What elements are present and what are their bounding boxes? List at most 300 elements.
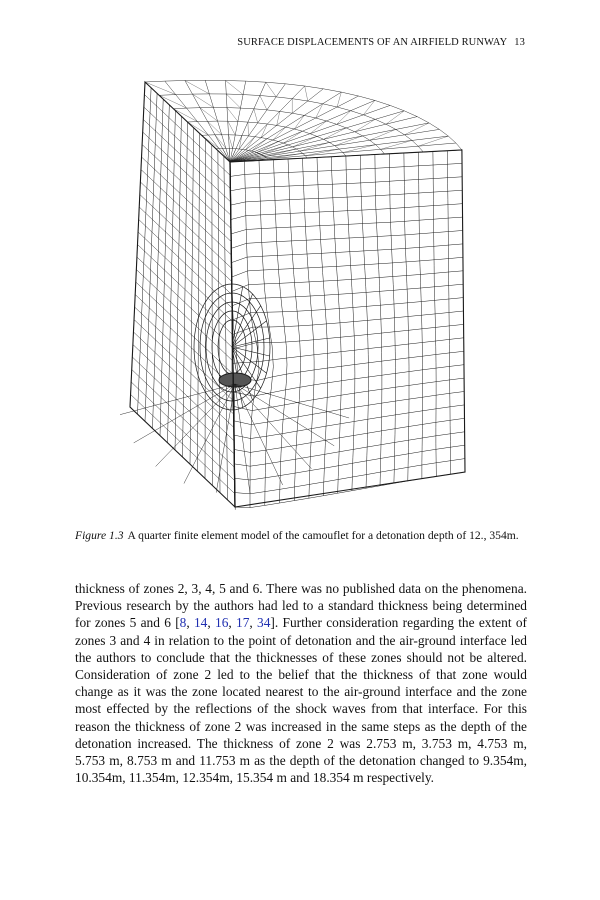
top-ring-line — [294, 129, 302, 131]
right-face-line — [436, 393, 450, 395]
right-face-line — [435, 313, 449, 314]
right-face-line — [375, 195, 390, 196]
right-face-line — [422, 449, 436, 451]
right-face-line — [250, 492, 265, 494]
top-ring-line — [386, 124, 396, 129]
right-face-line — [265, 297, 280, 298]
right-face-line — [340, 322, 354, 323]
right-face-line — [421, 287, 435, 288]
right-face-line — [293, 258, 294, 275]
right-face-line — [363, 223, 377, 224]
right-face-line — [317, 171, 331, 172]
right-face-line — [260, 200, 275, 201]
right-face-line — [325, 429, 326, 446]
right-face-line — [318, 184, 332, 185]
right-face-line — [309, 496, 324, 499]
right-face-line — [291, 226, 306, 227]
right-face-line — [350, 251, 364, 252]
right-face-line — [287, 356, 301, 358]
right-face-line — [419, 165, 434, 166]
right-face-line — [341, 365, 355, 367]
right-face-line — [266, 448, 281, 450]
right-face-line — [341, 392, 342, 409]
right-face-line — [309, 281, 323, 282]
right-face-line — [261, 214, 276, 215]
right-face-line — [377, 222, 391, 223]
right-face-line — [381, 456, 395, 458]
right-face-line — [408, 329, 422, 331]
right-face-line — [324, 466, 338, 469]
right-face-line — [434, 232, 449, 233]
right-face-line — [395, 454, 409, 456]
running-header-title: SURFACE DISPLACEMENTS OF AN AIRFIELD RUNWAY — [237, 37, 508, 48]
right-face-line — [450, 378, 464, 380]
right-face-line — [296, 457, 311, 460]
right-face-line — [339, 449, 353, 451]
right-face-line — [262, 255, 277, 256]
right-face-line — [420, 260, 434, 261]
citation-link[interactable]: 14 — [193, 615, 208, 631]
right-face-line — [354, 405, 368, 407]
right-face-line — [230, 174, 245, 176]
right-face-line — [265, 489, 280, 491]
right-face-line — [436, 420, 450, 422]
figure-caption-text: A quarter finite element model of the camouflet for a detonation depth of 12., 354m. — [127, 529, 519, 542]
right-face-line — [250, 505, 265, 507]
right-face-line — [382, 415, 396, 417]
right-face-line — [450, 405, 464, 407]
right-face-line — [332, 170, 346, 171]
right-face-line — [407, 284, 408, 300]
right-face-line — [319, 198, 333, 199]
top-diagonal-line — [355, 119, 375, 132]
right-face-line — [283, 402, 285, 420]
right-face-line — [361, 182, 376, 183]
right-face-line — [406, 251, 407, 267]
right-face-line — [450, 392, 464, 394]
top-diagonal-line — [228, 121, 235, 135]
left-face-horizontal — [144, 107, 231, 189]
right-face-line — [265, 292, 267, 309]
right-face-line — [409, 370, 423, 372]
top-ring-line — [266, 158, 267, 159]
right-face-line — [354, 419, 368, 421]
top-ring-line — [439, 129, 448, 136]
detonation-fan-line — [156, 384, 235, 467]
right-face-line — [292, 241, 293, 258]
right-face-line — [335, 238, 349, 239]
top-ring-line — [285, 84, 304, 86]
right-face-line — [283, 417, 298, 420]
right-face-line — [448, 244, 463, 245]
body-text-part-2: ]. Further consideration regarding the extent of zones 3 and 4 in relation to the point of detonation and the air-ground interface led the authors to conclude that the thicknesses of these zones should not be altered. Consideration of zone 2 led to the belief that the thickness of that zone would change as it was the zone located nearest to the air-ground interface and the zone most effected by the reflections of the shock waves from that interface. For this reason the thickness of zone 2 was increased in the same steps as the depth of the detonation increased. The thickness of zone 2 was 2.753 m, 3.753 m, 4.753 m, 5.753 m, 8.753 m and 11.753 m as the depth of the detonation changed to 9.354m, 10.354m, 11.354m, 12.354m, 15.354 m and 18.354 m respectively. — [75, 615, 527, 786]
top-ring-line — [351, 111, 364, 115]
right-face-line — [390, 167, 405, 168]
right-face-line — [275, 200, 290, 201]
right-face-line — [422, 463, 436, 465]
right-face-line — [235, 493, 250, 494]
right-face-line — [436, 434, 450, 436]
right-face-line — [349, 237, 363, 238]
right-face-line — [395, 358, 409, 360]
right-face-line — [380, 470, 394, 472]
top-ring-line — [145, 81, 165, 82]
right-face-line — [280, 470, 281, 487]
top-ring-line — [260, 96, 276, 97]
right-face-line — [409, 384, 423, 386]
right-face-line — [310, 290, 311, 307]
right-face-line — [325, 438, 339, 441]
top-ring-line — [327, 121, 337, 124]
right-face-line — [312, 426, 326, 429]
right-face-line — [263, 259, 264, 276]
citation-link[interactable]: 16 — [215, 615, 229, 631]
right-face-line — [394, 289, 408, 290]
right-face-line — [266, 422, 267, 439]
right-face-line — [449, 298, 463, 299]
top-ring-line — [316, 118, 327, 121]
right-face-line — [341, 407, 355, 409]
top-ring-line — [173, 108, 186, 109]
right-face-line — [422, 327, 436, 328]
right-face-line — [307, 253, 322, 254]
right-face-line — [435, 299, 449, 300]
top-ring-line — [165, 81, 185, 82]
right-face-line — [419, 206, 434, 207]
top-diagonal-line — [226, 94, 240, 108]
right-face-line — [286, 345, 287, 364]
right-face-line — [272, 346, 273, 367]
right-face-line — [333, 197, 347, 198]
right-face-line — [234, 450, 250, 453]
right-face-line — [434, 286, 448, 287]
citation-link[interactable]: 8 — [179, 615, 187, 631]
top-ring-line — [283, 143, 288, 145]
right-face-line — [300, 340, 314, 341]
right-face-line — [450, 365, 464, 367]
right-face-line — [292, 254, 307, 255]
top-ring-line — [324, 139, 330, 142]
right-face-line — [338, 293, 352, 294]
right-face-line — [338, 477, 339, 494]
right-face-line — [423, 368, 437, 370]
right-face-line — [420, 273, 434, 274]
right-face-line — [449, 257, 463, 258]
right-face-line — [404, 179, 419, 180]
right-face-line — [261, 209, 262, 226]
top-diagonal-line — [192, 94, 213, 107]
right-face-line — [314, 353, 328, 355]
right-face-line — [247, 242, 262, 243]
right-face-line — [276, 227, 291, 228]
right-face-line — [313, 379, 314, 397]
right-face-line — [332, 184, 346, 185]
right-face-line — [341, 393, 355, 395]
right-face-line — [363, 237, 377, 238]
right-face-line — [368, 361, 382, 363]
left-face-horizontal — [143, 132, 231, 215]
top-ring-line — [355, 132, 363, 136]
right-face-line — [296, 443, 311, 446]
right-face-line — [366, 287, 367, 304]
right-face-line — [449, 284, 464, 285]
top-ring-line — [265, 157, 267, 158]
citation-link[interactable]: 17 — [236, 615, 250, 631]
right-face-line — [353, 305, 354, 322]
right-face-line — [245, 187, 260, 188]
right-face-line — [282, 431, 297, 434]
right-face-line — [251, 425, 252, 442]
right-face-line — [299, 400, 313, 403]
right-face-line — [365, 278, 379, 279]
right-face-line — [297, 310, 311, 311]
top-ring-line — [339, 149, 343, 152]
top-ring-line — [254, 152, 257, 153]
top-ring-line — [286, 127, 295, 129]
top-diagonal-line — [226, 81, 244, 95]
right-face-line — [298, 399, 299, 417]
top-diagonal-line — [310, 121, 327, 134]
body-paragraph: thickness of zones 2, 3, 4, 5 and 6. There was no published data on the phenomena. Previous research by the authors had led to a standard thickness being determined for zones 5 and 6 [8, 14, 16, 17, 34]. Further consideration regarding the extent of zones 3 and 4 in relation to the point of detonation and the air-ground interface led the authors to conclude that the thicknesses of these zones should not be altered. Consideration of zone 2 led to the belief that the thickness of that zone would change as it was the zone located nearest to the air-ground interface and the zone most effected by the reflections of the shock waves from that interface. For this reason the thickness of zone 2 was increased in the same steps as the depth of the detonation increased. The thickness of zone 2 was 2.753 m, 3.753 m, 4.753 m, 5.753 m, 8.753 m and 11.753 m as the depth of the detonation changed to 9.354m, 10.354m, 11.354m, 12.354m, 15.354 m and 18.354 m respectively. — [75, 581, 527, 786]
right-face-line — [407, 275, 421, 276]
right-face-line — [299, 325, 313, 326]
right-face-line — [304, 198, 318, 199]
right-face-line — [259, 161, 260, 177]
right-face-line — [341, 379, 355, 381]
right-face-line — [275, 186, 290, 187]
left-face-horizontal — [143, 120, 230, 202]
right-face-line — [409, 411, 423, 413]
top-diagonal-line — [254, 109, 258, 123]
top-ring-line — [246, 150, 249, 151]
right-face-line — [376, 204, 377, 220]
right-face-line — [326, 424, 340, 426]
right-face-line — [380, 290, 394, 291]
right-face-line — [305, 226, 320, 227]
top-ring-line — [376, 145, 381, 150]
top-ring-line — [341, 92, 358, 96]
right-face-line — [339, 308, 353, 309]
citation-link[interactable]: 34 — [257, 615, 271, 631]
right-face-line — [353, 461, 367, 463]
top-ring-line — [429, 123, 439, 129]
top-ring-line — [259, 154, 261, 155]
top-ring-line — [363, 115, 375, 120]
right-face-line — [348, 210, 362, 211]
top-ring-line — [412, 140, 418, 146]
right-face-line — [393, 276, 407, 277]
right-face-line — [281, 445, 296, 448]
top-ring-line — [375, 119, 386, 124]
top-diagonal-line — [200, 108, 218, 121]
right-face-line — [367, 458, 381, 460]
right-face-line — [409, 424, 423, 426]
right-face-line — [280, 292, 282, 309]
right-face-line — [274, 172, 289, 173]
right-face-line — [353, 447, 367, 449]
right-face-line — [276, 213, 291, 214]
right-face-line — [338, 279, 352, 280]
right-face-line — [230, 188, 245, 191]
right-face-line — [419, 246, 434, 247]
right-face-line — [405, 220, 419, 221]
right-face-line — [324, 294, 338, 295]
right-face-line — [448, 204, 463, 205]
right-face-line — [324, 290, 325, 307]
top-ring-line — [323, 104, 337, 107]
right-face-line — [268, 405, 270, 422]
right-face-line — [298, 414, 312, 417]
top-ring-line — [254, 109, 267, 110]
right-face-line — [355, 377, 369, 379]
right-face-line — [280, 501, 295, 503]
right-face-line — [340, 436, 354, 438]
right-face-line — [347, 197, 361, 198]
right-face-line — [265, 503, 280, 505]
right-face-line — [327, 337, 341, 338]
top-ring-line — [266, 82, 286, 84]
finite-element-mesh-figure — [120, 62, 480, 512]
left-face-horizontal — [142, 157, 232, 242]
right-face-line — [396, 372, 410, 374]
top-ring-line — [302, 131, 310, 134]
right-face-line — [328, 366, 342, 368]
right-face-line — [303, 171, 317, 172]
right-face-line — [300, 385, 314, 387]
right-face-line — [391, 235, 405, 236]
right-face-line — [382, 346, 396, 348]
right-face-line — [271, 390, 286, 393]
right-face-line — [408, 302, 422, 303]
right-face-line — [381, 318, 395, 319]
left-face-horizontal — [134, 320, 234, 415]
right-face-line — [335, 239, 336, 256]
right-face-line — [365, 264, 379, 265]
top-ring-line — [255, 137, 261, 138]
right-face-line — [300, 344, 301, 363]
right-face-line — [381, 429, 395, 431]
right-face-line — [314, 343, 315, 361]
right-face-line — [319, 207, 320, 223]
right-face-line — [267, 434, 283, 437]
left-face-horizontal — [131, 395, 235, 494]
right-face-line — [309, 465, 310, 482]
right-face-line — [334, 224, 348, 225]
right-face-line — [355, 349, 369, 351]
top-diagonal-line — [260, 96, 267, 110]
top-diagonal-line — [215, 135, 226, 149]
right-face-line — [382, 360, 396, 362]
right-face-line — [346, 169, 361, 170]
right-face-line — [406, 261, 420, 262]
right-face-line — [250, 478, 265, 480]
right-face-line — [308, 267, 322, 268]
top-ring-line — [310, 134, 317, 137]
right-face-line — [367, 319, 381, 320]
right-face-line — [232, 257, 248, 263]
right-face-line — [328, 381, 342, 383]
top-ring-line — [226, 81, 246, 82]
left-face-horizontal — [140, 195, 232, 282]
top-ring-line — [288, 145, 292, 147]
right-face-line — [449, 338, 463, 340]
top-ring-line — [249, 150, 252, 151]
right-face-line — [278, 269, 293, 270]
top-ring-line — [317, 136, 324, 139]
right-face-line — [349, 238, 350, 255]
top-ring-line — [243, 95, 260, 96]
right-face-line — [420, 250, 421, 266]
right-face-line — [423, 382, 437, 384]
right-face-line — [294, 498, 309, 500]
right-face-line — [261, 228, 276, 229]
right-face-line — [313, 325, 314, 343]
right-face-line — [433, 164, 447, 165]
right-face-line — [273, 358, 287, 360]
right-face-line — [368, 403, 382, 405]
right-face-line — [326, 323, 340, 324]
right-face-line — [311, 431, 312, 448]
right-face-line — [422, 341, 436, 343]
right-face-line — [326, 412, 327, 429]
left-face-horizontal — [142, 145, 231, 229]
right-face-line — [422, 436, 436, 438]
right-face-line — [419, 233, 433, 234]
right-face-line — [380, 286, 381, 303]
right-face-line — [313, 397, 327, 399]
right-face-line — [280, 283, 295, 284]
top-ring-line — [335, 146, 340, 149]
right-face-line — [381, 332, 395, 333]
right-face-line — [339, 463, 353, 466]
top-ring-line — [337, 124, 347, 128]
left-face-horizontal — [136, 270, 233, 362]
right-face-line — [231, 243, 246, 248]
right-face-line — [341, 350, 355, 352]
top-ring-line — [242, 149, 245, 150]
right-face-line — [231, 230, 246, 234]
right-face-line — [250, 464, 265, 466]
right-face-line — [449, 351, 463, 353]
right-face-line — [346, 173, 347, 189]
left-face-horizontal — [138, 232, 232, 321]
right-face-line — [352, 458, 353, 475]
right-face-line — [434, 272, 448, 273]
right-face-line — [392, 262, 406, 263]
right-face-line — [408, 465, 422, 467]
left-face-horizontal — [141, 170, 231, 255]
right-face-line — [368, 417, 382, 419]
right-face-line — [280, 473, 295, 475]
right-face-line — [449, 271, 464, 272]
right-face-line — [451, 459, 465, 461]
top-ring-line — [330, 142, 335, 145]
right-face-line — [290, 213, 305, 214]
right-face-line — [277, 242, 278, 259]
right-face-line — [436, 461, 450, 463]
right-face-line — [393, 285, 394, 302]
top-diagonal-line — [145, 82, 176, 95]
right-face-line — [448, 163, 463, 164]
right-face-line — [322, 266, 336, 267]
right-face-line — [266, 439, 267, 456]
right-face-line — [328, 352, 342, 354]
right-face-line — [264, 283, 279, 284]
right-face-line — [296, 296, 310, 297]
right-face-line — [394, 318, 395, 335]
top-ring-line — [267, 139, 273, 140]
right-face-line — [409, 343, 423, 345]
